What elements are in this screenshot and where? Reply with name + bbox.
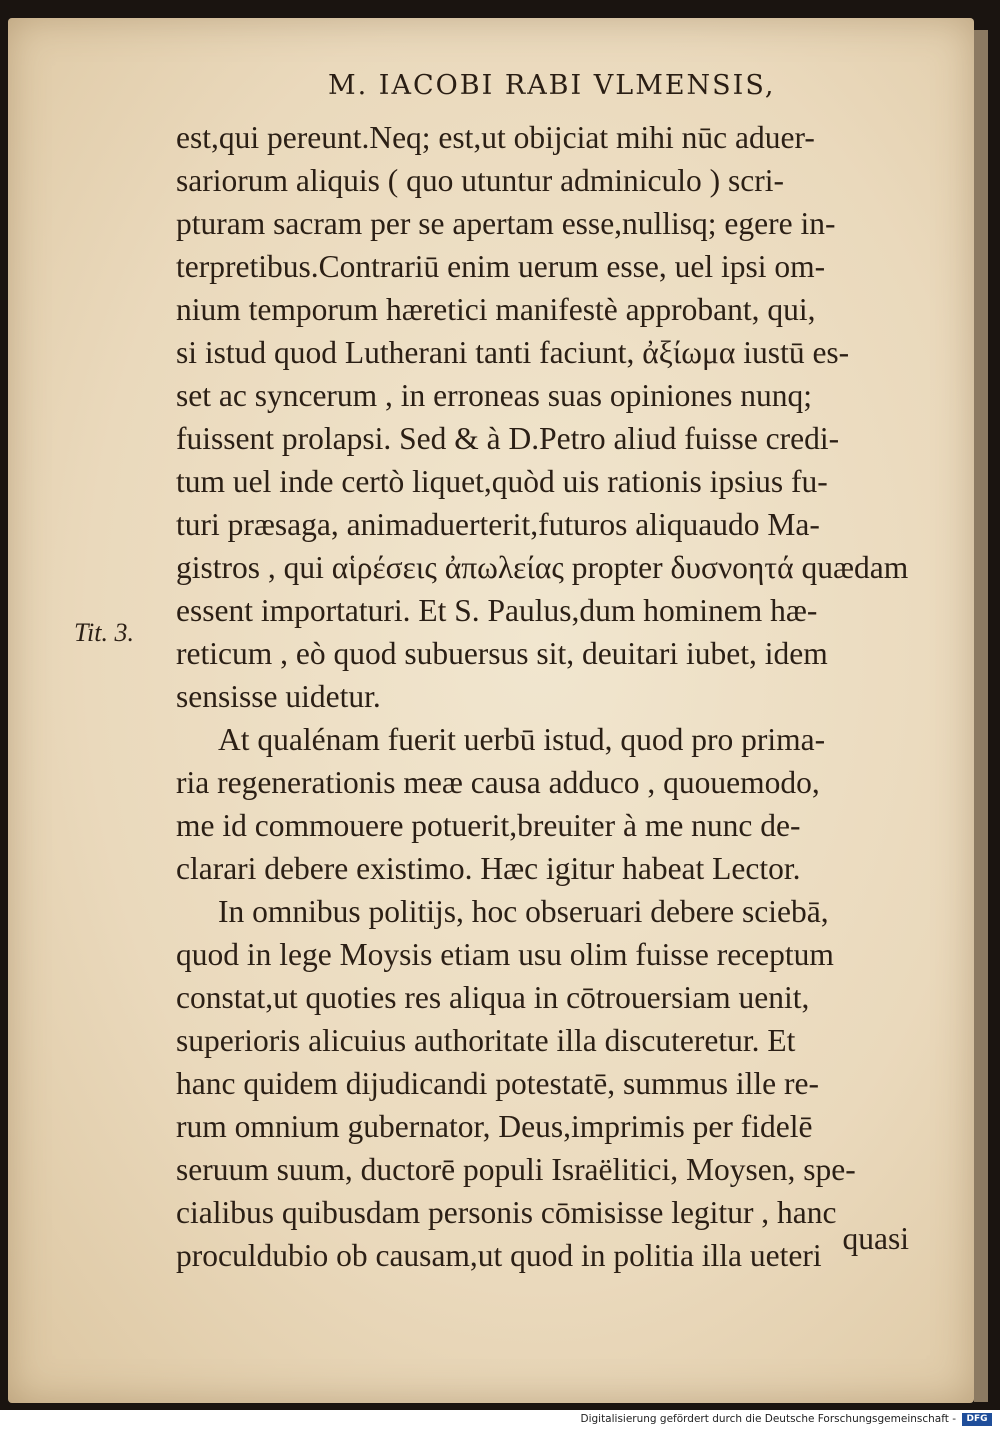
- text-line: rum omnium gubernator, Deus,imprimis per fidelē: [176, 1109, 813, 1144]
- margin-note: Tit. 3.: [74, 618, 134, 647]
- text-line: pturam sacram per se apertam esse,nullisq; egere in-: [176, 206, 836, 241]
- book-page: [8, 18, 974, 1403]
- text-line: gistros , qui αἱρέσεις ἀπωλείας propter δυσνοητά quædam: [176, 550, 909, 585]
- text-line: turi præsaga, animaduerterit,futuros aliquaudo Ma-: [176, 507, 820, 542]
- footer-credit: Digitalisierung gefördert durch die Deutsche Forschungsgemeinschaft -: [580, 1413, 956, 1425]
- text-line: quod in lege Moysis etiam usu olim fuisse receptum: [176, 937, 834, 972]
- text-line: terpretibus.Contrariū enim uerum esse, uel ipsi om-: [176, 249, 826, 284]
- text-line: In omnibus politijs, hoc obseruari debere sciebā,: [218, 894, 829, 929]
- text-line: ria regenerationis meæ causa adduco , quouemodo,: [176, 765, 820, 800]
- text-line: sensisse uidetur.: [176, 679, 381, 714]
- text-line: cialibus quibusdam personis cōmisisse legitur , hanc: [176, 1195, 837, 1230]
- text-line: nium temporum hæretici manifestè approbant, qui,: [176, 292, 816, 327]
- text-line: me id commouere potuerit,breuiter à me nunc de-: [176, 808, 801, 843]
- text-line: fuissent prolapsi. Sed & à D.Petro aliud fuisse credi-: [176, 421, 840, 456]
- body-text: [176, 116, 946, 1277]
- text-line: superioris alicuius authoritate illa discuteretur. Et: [176, 1023, 796, 1058]
- text-line: proculdubio ob causam,ut quod in politia illa ueteri: [176, 1238, 822, 1273]
- text-line: reticum , eò quod subuersus sit, deuitari iubet, idem: [176, 636, 828, 671]
- page-edge: [974, 30, 988, 1402]
- text-line: tum uel inde certò liquet,quòd uis rationis ipsius fu-: [176, 464, 828, 499]
- dfg-logo: DFG: [962, 1413, 992, 1426]
- text-line: At qualénam fuerit uerbū istud, quod pro prima-: [218, 722, 826, 757]
- running-head: M. IACOBI RABI VLMENSIS,: [328, 70, 776, 101]
- text-line: hanc quidem dijudicandi potestatē, summus ille re-: [176, 1066, 819, 1101]
- text-line: sariorum aliquis ( quo utuntur adminiculo ) scri-: [176, 163, 785, 198]
- catchword: quasi: [842, 1221, 909, 1256]
- text-line: clarari debere existimo. Hæc igitur habeat Lector.: [176, 851, 801, 886]
- text-line: essent importaturi. Et S. Paulus,dum hominem hæ-: [176, 593, 818, 628]
- text-line: set ac syncerum , in erroneas suas opiniones nunq;: [176, 378, 812, 413]
- text-line: si istud quod Lutherani tanti faciunt, ἀξίωμα iustū es-: [176, 335, 850, 370]
- text-line: seruum suum, ductorē populi Israëlitici, Moysen, spe-: [176, 1152, 856, 1187]
- text-line: est,qui pereunt.Neq; est,ut obijciat mihi nūc aduer-: [176, 120, 815, 155]
- footer-bar: [0, 1410, 1000, 1430]
- text-line: constat,ut quoties res aliqua in cōtrouersiam uenit,: [176, 980, 810, 1015]
